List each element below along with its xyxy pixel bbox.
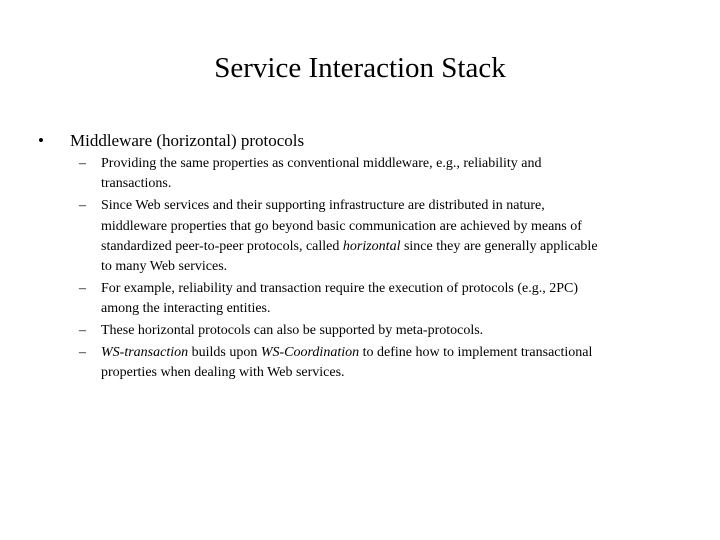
dash-marker: – [79, 344, 86, 360]
text-run: since they are generally applicable [400, 238, 598, 254]
dash-marker: – [79, 198, 86, 214]
sub-bullet-line: transactions. [101, 176, 172, 192]
italic-term: WS-transaction [101, 344, 189, 360]
dash-marker: – [79, 281, 86, 297]
bullet-marker: • [38, 131, 44, 150]
text-run: builds upon [188, 344, 261, 360]
sub-bullet-line: properties when dealing with Web services. [101, 365, 345, 381]
sub-bullet-line: Since Web services and their supporting infrastructure are distributed in nature, [101, 198, 545, 214]
dash-marker: – [79, 156, 86, 171]
italic-term: horizontal [342, 238, 401, 254]
sub-bullet-item [0, 196, 720, 278]
sub-bullet-line: For example, reliability and transaction require the execution of protocols (e.g., 2PC) [101, 281, 579, 297]
sub-bullet-line: These horizontal protocols can also be supported by meta-protocols. [101, 323, 484, 339]
sub-bullet-item [0, 343, 720, 384]
sub-bullet-item [0, 321, 720, 341]
sub-bullet-item [0, 279, 720, 320]
text-run: standardized peer-to-peer protocols, called [101, 238, 343, 254]
sub-bullet-line: among the interacting entities. [101, 301, 271, 317]
sub-bullet-item [0, 154, 720, 195]
sub-bullet-line: middleware properties that go beyond basic communication are achieved by means of [101, 218, 582, 234]
slide-title: Service Interaction Stack [214, 52, 506, 84]
sub-bullet-line: to many Web services. [101, 259, 228, 275]
italic-term: WS-Coordination [260, 344, 360, 360]
sub-bullet-line: Providing the same properties as conventional middleware, e.g., reliability and [101, 156, 542, 171]
sub-bullet-line [101, 343, 678, 363]
bullet-text: Middleware (horizontal) protocols [70, 131, 305, 150]
sub-bullet-list [0, 154, 720, 385]
text-run: to define how to implement transactional [359, 344, 593, 360]
dash-marker: – [79, 323, 86, 339]
sub-bullet-line [101, 237, 678, 257]
